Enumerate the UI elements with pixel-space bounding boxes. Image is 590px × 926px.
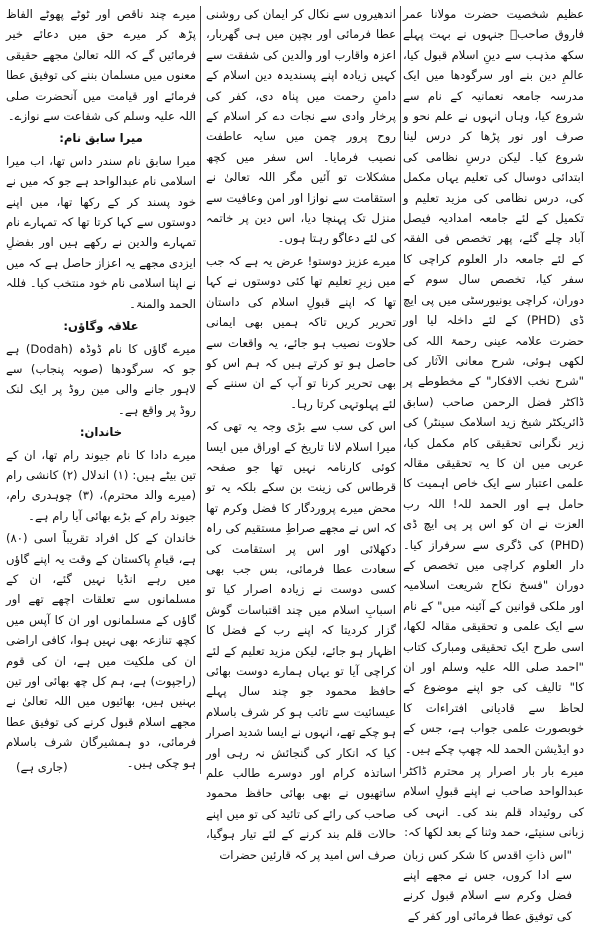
paragraph: میرے بار بار اصرار پر محترم ڈاکٹر عبدالواحد صاحب نے اپنے قبولِ اسلام کی روئیداد قلم بند کی۔ انہی کی زبانی سنیئے، حمد وثنا کے بعد لکھا کہ: — [403, 764, 584, 840]
paragraph: عظیم شخصیت حضرت مولانا عمر فاروق صاحبؒ جنہوں نے بہت پہلے سکھ مذہب سے دینِ اسلام قبول کیا، عالمِ دین بنے اور سرگودھا میں ایک مدرسہ جامعہ نعمانیہ کے نام سے شروع کیا، وہاں انہوں نے علم نحو و صرف اور نور پڑھا کر درس لینا شروع کیا۔ لیکن درسِ نظامی کی ابتدائی دوسال کی تعلیم یہاں مکمل کی، درس نظامی کی مزید تعلیم و تکمیل کے لئے جامعہ امدادیہ فیصل آباد چلے گئے، پھر تخصص فی الفقہ کے لئے جامعہ دار العلوم کراچی کا سفر کیا، تخصص سال سوم کے دوران، کراچی یونیورسٹی میں پی ایچ ڈی (PHD) کے لئے داخلہ لیا اور حضرت علامہ عینی رحمۃ اللہ کی لکھی ہوئی، شرح معانی الآثار کی "شرح نخب الافکار" کے مخطوطے پر ڈاکٹر فضل الرحمن صاحب (سابق ڈائریکٹر شیخ زید اسلامک سینٹر) کی زیر نگرانی تحقیقی کام مکمل کیا، عربی میں ان کا یہ تحقیقی مقالہ علمی اعتبار سے ایک خاص اہمیت کا حامل ہے اور الحمد للہ! اللہ رب العزت نے ان کو اس پر پی ایچ ڈی (PHD) کی ڈگری سے سرفراز کیا۔ دار العلوم کراچی میں تخصص کے دوران "فسخ نکاح شریعت اسلامیہ اور ملکی قوانین کے آئینہ میں" کے نام سے ایک علمی و تحقیقی مقالہ لکھا، اسی طرح ایک تحقیقی ومبارک کتاب "احمد صلی اللہ علیہ وسلم اور ان کا" تالیف کی جو اپنے موضوع کے لحاظ سے قادیانی افتراءات کا خوبصورت علمی جواب ہے، جس کے دو ایڈیشن الحمد للہ چھپ چکے ہیں۔ — [403, 7, 584, 756]
paragraph: میرا سابق نام سندر داس تھا، اب میرا اسلامی نام عبدالواحد ہے جو کہ میں نے خود پسند کر کے رکھا تھا، میں اپنے دوستوں سے کہا کرتا تھا کہ تمہارے نام تمہارے والدین نے رکھے ہیں اور بفضلِ ایزدی مجھے یہ اعزاز حاصل ہے کہ میں نے اپنا اسلامی نام خود منتخب کیا۔ فللہ الحمد والمنۃ۔ — [6, 153, 196, 311]
heading-family: خاندان: — [79, 425, 123, 440]
paragraph: اندھیروں سے نکال کر ایمان کی روشنی عطا فرمائی اور بچپن میں ہی گھربار، اعزہ واقارب اور والدین کی شفقت سے کہیں زیادہ اپنے پسندیدہ دین اسلام کے دامنِ رحمت میں پناہ دی، کفر کی پرخار وادی سے نجات دے کر اسلام کے روح پرور چمن میں سایہ عاطفت نصیب فرمایا۔ اس سفر میں کچھ مشکلات تو آئیں مگر اللہ تعالیٰ نے استقامت سے نوازا اور امن وعافیت سے منزل تک پہنچا دیا، اس دین پر خاتمہ کی لئے دعاگو رہتا ہوں۔ — [206, 7, 396, 246]
heading-old-name: میرا سابق نام: — [59, 131, 143, 146]
column-right — [403, 4, 584, 923]
heading-village: علاقہ وگاؤں: — [63, 319, 139, 334]
paragraph: میرے گاؤں کا نام ڈوڈہ (Dodah) ہے جو کہ سرگودھا (صوبہ پنجاب) سے لاہور جانے والی مین روڈ پر ایک لنک روڈ پر واقع ہے۔ — [6, 341, 196, 417]
paragraph: میرے دادا کا نام جیوند رام تھا، ان کے تین بیٹے ہیں: (۱) اندلال (۲) کانشی رام (میرے والد محترم)، (۳) چوہدری رام، جیوند رام کے بڑے بھائی آیا رام ہے۔ — [6, 447, 196, 523]
paragraph: میرے چند ناقص اور ٹوٹے پھوٹے الفاظ پڑھ کر میرے حق میں دعائے خیر فرمائیں گے کہ اللہ تعالیٰ مجھے حقیقی معنوں میں مسلمان بننے کی توفیق عطا فرمائے اور قیامت میں آنحضرت صلی اللہ علیہ وسلم کی شفاعت سے نوازے۔ — [6, 7, 196, 124]
column-divider — [200, 6, 201, 774]
paragraph: میرے عزیز دوستو! عرض یہ ہے کہ جب میں زیرِ تعلیم تھا کئی دوستوں نے کہا تھا کہ اپنے قبولِ اسلام کی داستان تحریر کریں تاکہ ہمیں بھی ایمانی حلاوت نصیب ہو جائے، یہ واقعات سے حاصل ہو تو کرتے ہیں کہ ہم اس کو بھی تحریر کرنا تو آپ کے ان سننے کے لئے پہلوتہی کرتا رہا۔ — [206, 253, 396, 411]
continued-note: (جاری ہے) — [16, 760, 68, 774]
column-divider — [400, 6, 401, 774]
paragraph: اس کی سب سے بڑی وجہ یہ تھی کہ میرا اسلام لانا تاریخ کے اوراق میں ایسا کوئی کارنامہ نہیں تھا جو صفحہ قرطاس کی زینت بن سکے بلکہ یہ تو محض میرے پروردگار کا فضل وکرم تھا کہ اس نے مجھے صراطِ مستقیم کی راہ دکھلائی اور اس پر استقامت کی سعادت عطا فرمائی، بس جب بھی کسی دوست نے زیادہ اصرار کیا تو اسبابِ اسلام میں چند اقتباسات گوش گزار کردیتا کہ اپنے رب کے فضل کا اظہار ہو جائے، لیکن مزید تعلیم کے لئے کراچی آیا تو یہاں ہمارے دوست بھائی حافظ محمود جو چند سال پہلے عیسائیت سے تائب ہو کر شرف باسلام ہو چکے تھے، انہوں نے ایسا شدید اصرار کیا کہ انکار کی گنجائش نہ رہی اور اساتذہ کرام اور دوسرے طالب علم ساتھیوں نے بھی بھائی حافظ محمود صاحب کی رائے کی تائید کی تو میں اپنے حالات قلم بند کرنے کے لئے تیار ہوگیا، صرف اس امید پر کہ قارئین حضرات — [206, 419, 396, 862]
paragraph: خاندان کے کل افراد تقریباً اسی (۸۰) ہے، قیامِ پاکستان کے وقت یہ اپنے گاؤں میں رہے انڈیا نہیں گئے، ان کے مسلمانوں سے تعلقات اچھے تھے اور گاؤں کے مسلمانوں اور ان کا آپس میں کچھ تنازعہ بھی نہیں ہوا، کافی اراضی ان کی ملکیت میں ہے، ان کی قوم (راجپوت) ہے، ہم کل چھ بھائی اور تین بہنیں ہیں، بھائیوں میں اللہ تعالیٰ نے مجھے اسلام قبول کرنے کی توفیق عطا فرمائی، دو ہمشیرگان شرف باسلام ہو چکی ہیں۔ — [6, 531, 196, 770]
quote-paragraph: "اس ذاتِ اقدس کا شکر کس زبان سے ادا کروں، جس نے مجھے اپنے فضل وکرم سے اسلام قبول کرنے کی توفیق عطا فرمائی اور کفر کے — [403, 847, 572, 923]
column-middle — [206, 4, 396, 862]
column-left — [6, 4, 196, 776]
